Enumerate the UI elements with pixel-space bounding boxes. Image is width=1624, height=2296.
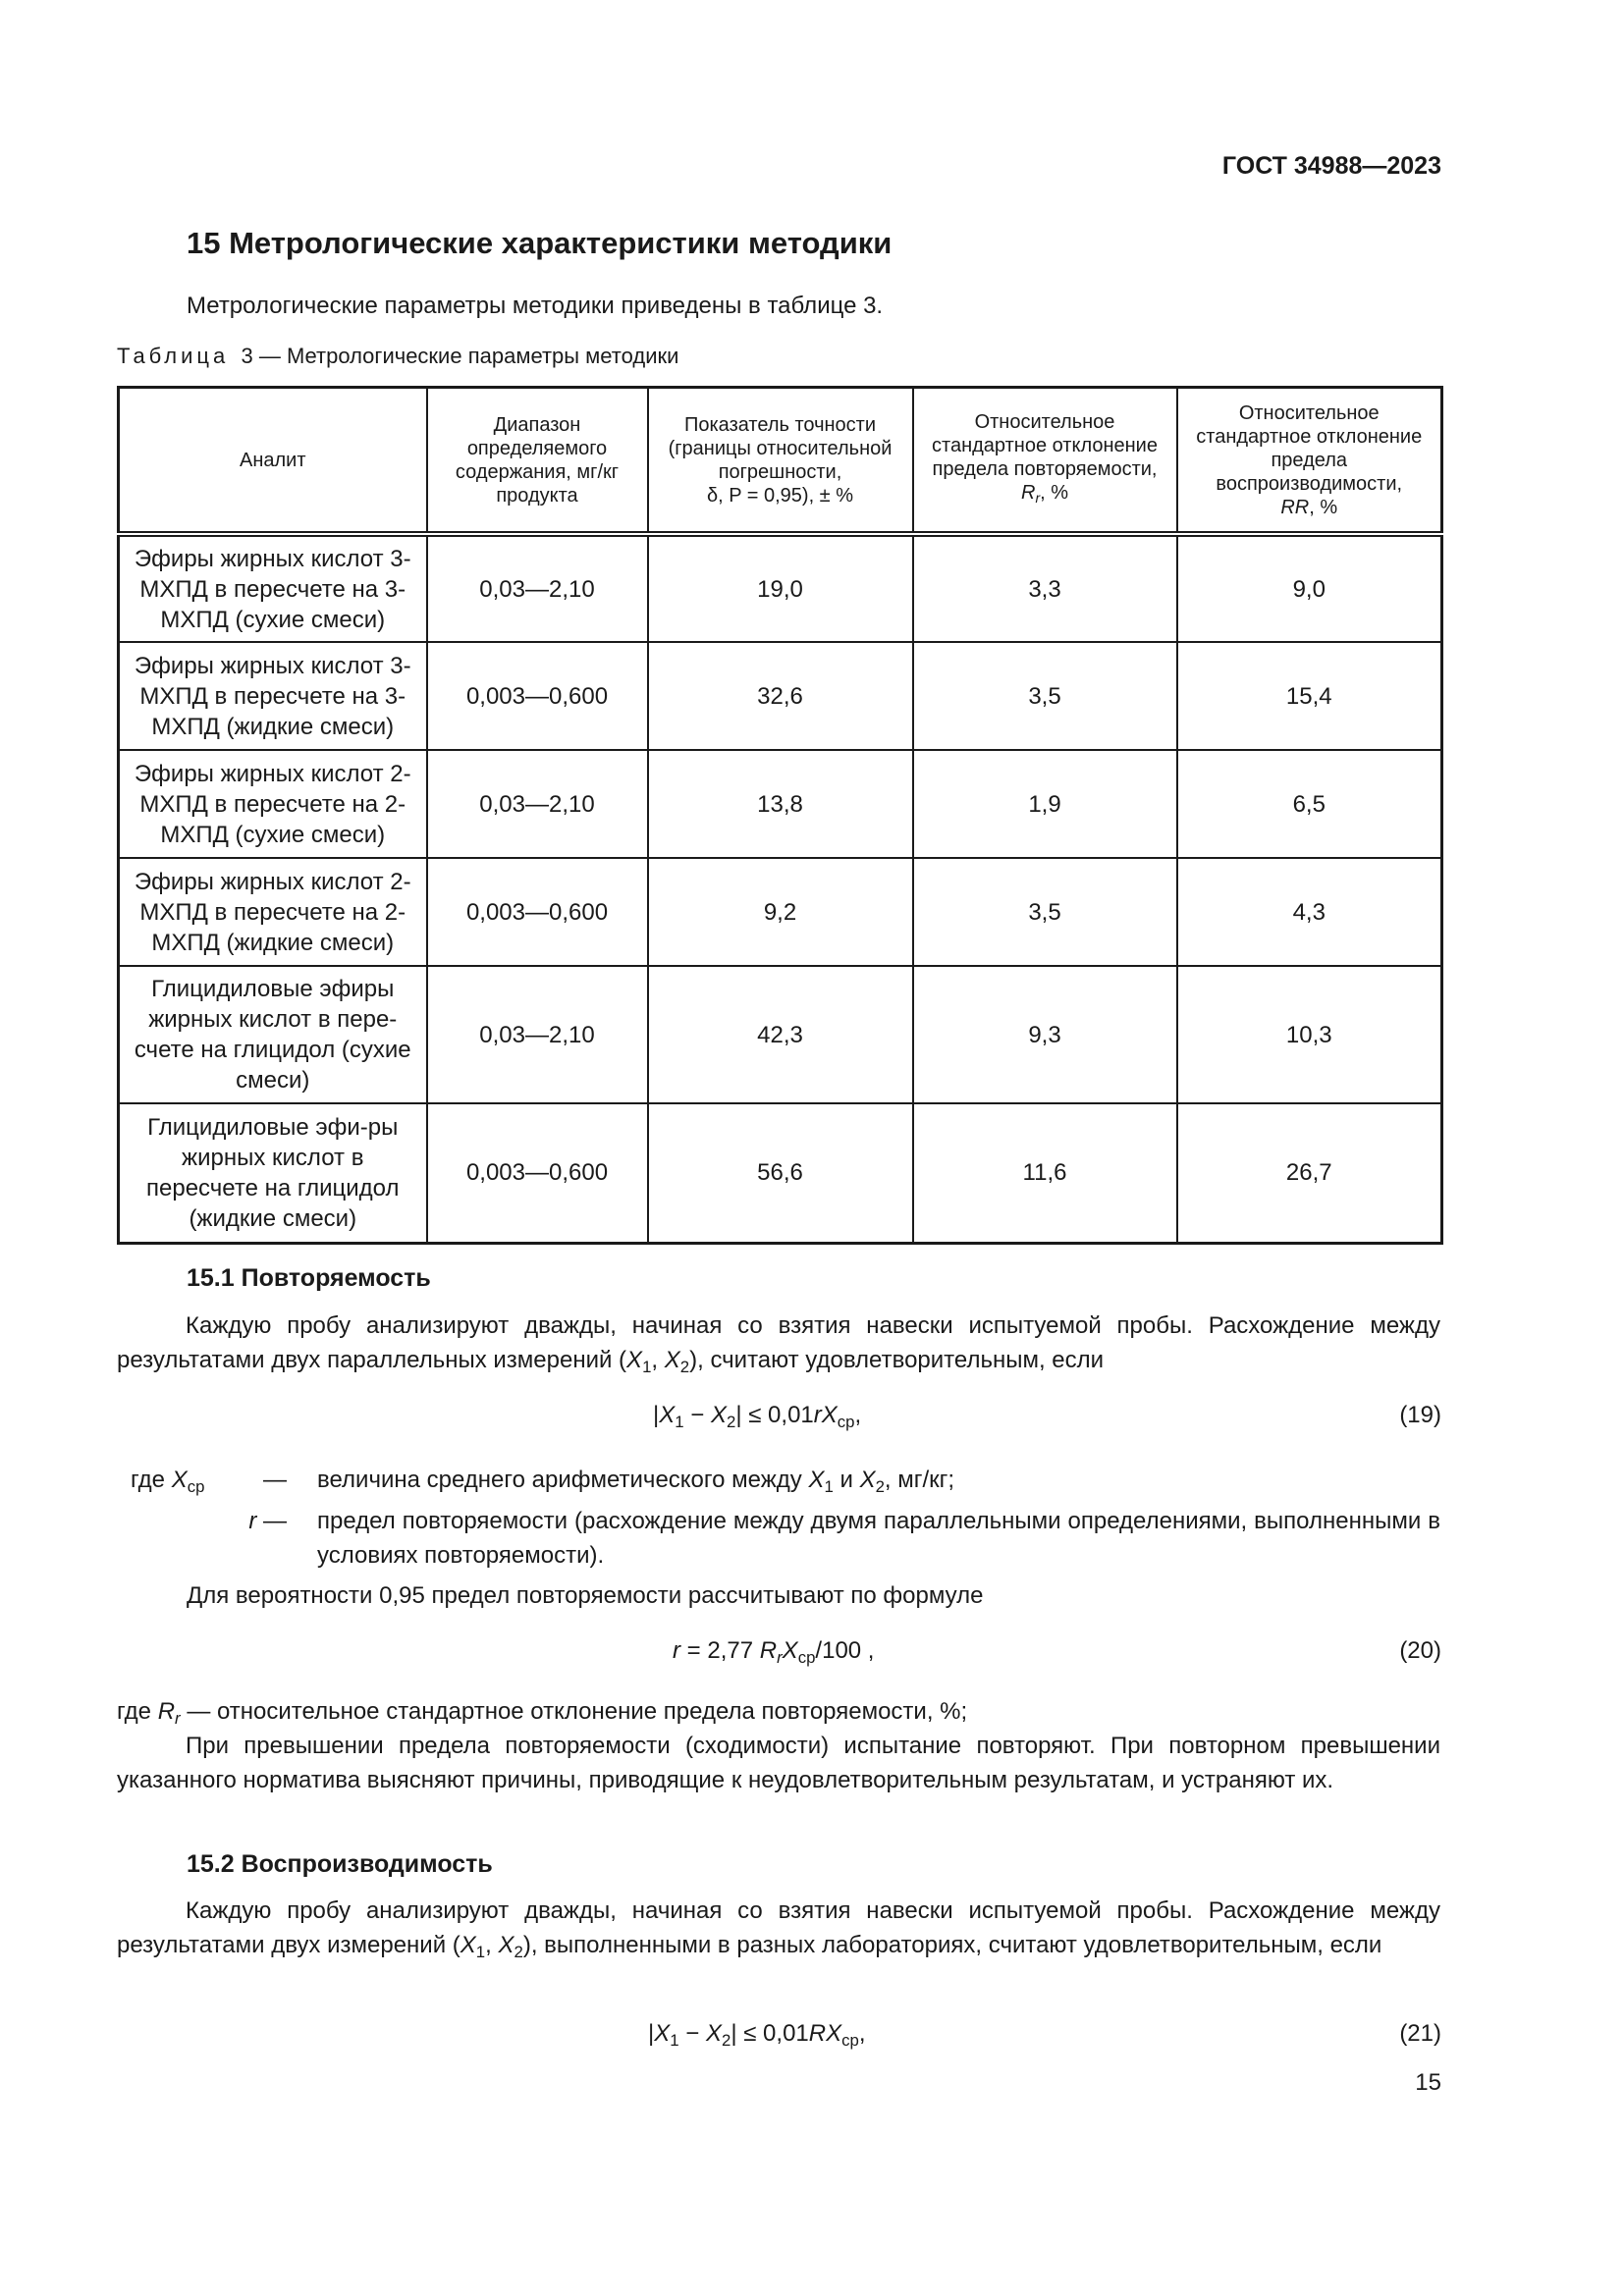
section-intro: Метрологические параметры методики приведены в таблице 3. xyxy=(187,293,884,319)
cell-analyte: Глицидиловые эфиры жирных кислот в пере-счете на глицидол (сухие смеси) xyxy=(119,966,427,1103)
cell-repeatability: 3,5 xyxy=(913,858,1177,966)
where-item-xcp xyxy=(131,1463,1440,1504)
cell-range: 0,003—0,600 xyxy=(427,1103,648,1243)
cell-reproducibility: 6,5 xyxy=(1177,750,1442,858)
equation-number-20: (20) xyxy=(1399,1637,1441,1664)
section-title: 15 Метрологические характеристики методики xyxy=(187,226,893,260)
cell-analyte: Эфиры жирных кислот 3-МХПД в пересчете на 3-МХПД (жидкие смеси) xyxy=(119,642,427,750)
reproducibility-paragraph-1: Каждую пробу анализируют дважды, начиная со взятия навески испытуемой пробы. Расхождение между результатами двух измерений ($X_1$, $X_2$), выполненными в разных лабораториях, считают удовлетворительным, если xyxy=(117,1897,1440,1962)
table-caption xyxy=(117,344,678,369)
table-row xyxy=(119,534,1442,642)
cell-repeatability: 1,9 xyxy=(913,750,1177,858)
repeatability-paragraph-1: Каждую пробу анализируют дважды, начиная со взятия навески испытуемой пробы. Расхождение между результатами двух параллельных измерений ($X_1$, $X_2$), считают удовлетворительным, если xyxy=(117,1312,1440,1377)
cell-reproducibility: 4,3 xyxy=(1177,858,1442,966)
cell-reproducibility: 10,3 xyxy=(1177,966,1442,1103)
dash: — xyxy=(263,1508,287,1535)
unit: , % xyxy=(1040,481,1069,504)
cell-range: 0,003—0,600 xyxy=(427,858,648,966)
cell-analyte: Глицидиловые эфи-ры жирных кислот в пересчете на глицидол (жидкие смеси) xyxy=(119,1103,427,1243)
where-term: где $X_{ср}$ xyxy=(131,1467,205,1497)
where-list xyxy=(131,1463,1440,1573)
table-row xyxy=(119,1103,1442,1243)
metrology-table xyxy=(117,386,1443,1245)
header-accuracy-tail: δ, P = 0,95), ± % xyxy=(706,484,854,507)
repeatability-paragraph-3: При превышении предела повторяемости (сходимости) испытание повторяют. При повторном превышении указанного норматива выясняют причины, приводящие к неудовлетворительным результатам, и устраняют их. xyxy=(117,1733,1440,1793)
symbol-r: r xyxy=(248,1508,257,1535)
table-row xyxy=(119,750,1442,858)
table-caption-text: 3 — Метрологические параметры методики xyxy=(241,344,679,368)
equation-number-19: (19) xyxy=(1399,1402,1441,1428)
cell-repeatability: 3,3 xyxy=(913,534,1177,642)
cell-accuracy: 42,3 xyxy=(648,966,913,1103)
dash: — xyxy=(263,1467,287,1493)
symbol-r-sub: r xyxy=(1035,490,1041,507)
cell-repeatability: 3,5 xyxy=(913,642,1177,750)
subsection-title-reproducibility: 15.2 Воспроизводимость xyxy=(187,1850,493,1878)
table-row xyxy=(119,642,1442,750)
cell-repeatability: 11,6 xyxy=(913,1103,1177,1243)
where-rr: где $R_r$ — относительное стандартное отклонение предела повторяемости, %; xyxy=(117,1698,968,1729)
cell-range: 0,03—2,10 xyxy=(427,750,648,858)
text: — относительное стандартное отклонение предела повторяемости, %; xyxy=(187,1698,968,1725)
text: Каждую пробу анализируют дважды, начиная со взятия навески испытуемой пробы. Расхождение между результатами двух параллельных измерений ( xyxy=(117,1312,1440,1373)
document-code: ГОСТ 34988—2023 xyxy=(1221,152,1441,180)
header-reproducibility xyxy=(1177,388,1442,535)
symbol-RR: RR xyxy=(1280,496,1310,518)
where-item-r xyxy=(131,1504,1440,1573)
header-accuracy-text: Показатель точности (границы относительной погрешности, xyxy=(668,413,893,483)
header-repeatability xyxy=(913,388,1177,535)
header-range: Диапазон определяемого содержания, мг/кг продукта xyxy=(427,388,648,535)
header-repeatability-text: Относительное стандартное отклонение предела повторяемости, xyxy=(932,410,1158,480)
where-term xyxy=(131,1504,263,1573)
cell-repeatability: 9,3 xyxy=(913,966,1177,1103)
cell-accuracy: 32,6 xyxy=(648,642,913,750)
header-accuracy xyxy=(648,388,913,535)
table-row xyxy=(119,966,1442,1103)
cell-analyte: Эфиры жирных кислот 3-МХПД в пересчете на 3-МХПД (сухие смеси) xyxy=(119,534,427,642)
cell-range: 0,03—2,10 xyxy=(427,534,648,642)
header-reproducibility-text: Относительное стандартное отклонение предела воспроизводимости, xyxy=(1196,401,1423,495)
formula-20: r = 2,77 $R_rX_{ср}/100$ , xyxy=(673,1637,875,1668)
where-def: предел повторяемости (расхождение между двумя параллельными определениями, выполненными в условиях повторяемости). xyxy=(317,1508,1440,1570)
text: ), считают удовлетворительным, если xyxy=(689,1347,1105,1373)
where-def: величина среднего арифметического между $X_1$ и $X_2$, мг/кг; xyxy=(317,1467,955,1497)
subsection-title-repeatability: 15.1 Повторяемость xyxy=(187,1264,431,1292)
formula-19: $|X_1 - X_2| \le 0,01rX_{ср}$, xyxy=(653,1402,862,1432)
cell-analyte: Эфиры жирных кислот 2-МХПД в пересчете на 2-МХПД (жидкие смеси) xyxy=(119,858,427,966)
cell-accuracy: 19,0 xyxy=(648,534,913,642)
text: Каждую пробу анализируют дважды, начиная со взятия навески испытуемой пробы. Расхождение между результатами двух измерений ( xyxy=(117,1897,1440,1958)
cell-reproducibility: 26,7 xyxy=(1177,1103,1442,1243)
cell-accuracy: 56,6 xyxy=(648,1103,913,1243)
cell-accuracy: 9,2 xyxy=(648,858,913,966)
equation-number-21: (21) xyxy=(1399,2020,1441,2047)
cell-range: 0,03—2,10 xyxy=(427,966,648,1103)
cell-range: 0,003—0,600 xyxy=(427,642,648,750)
formula-21: $|X_1 - X_2| \le 0,01RX_{ср}$, xyxy=(648,2020,866,2051)
page-number: 15 xyxy=(1415,2069,1441,2096)
cell-analyte: Эфиры жирных кислот 2-МХПД в пересчете на 2-МХПД (сухие смеси) xyxy=(119,750,427,858)
cell-accuracy: 13,8 xyxy=(648,750,913,858)
cell-reproducibility: 15,4 xyxy=(1177,642,1442,750)
table-row xyxy=(119,858,1442,966)
cell-reproducibility: 9,0 xyxy=(1177,534,1442,642)
symbol-R: R xyxy=(1020,481,1036,504)
header-analyte: Аналит xyxy=(119,388,427,535)
table-caption-label: Таблица xyxy=(117,344,230,368)
unit: , % xyxy=(1309,496,1338,518)
text: ), выполненными в разных лабораториях, считают удовлетворительным, если xyxy=(522,1932,1382,1958)
repeatability-paragraph-2: Для вероятности 0,95 предел повторяемости рассчитывают по формуле xyxy=(187,1582,984,1609)
table-header-row xyxy=(119,388,1442,535)
